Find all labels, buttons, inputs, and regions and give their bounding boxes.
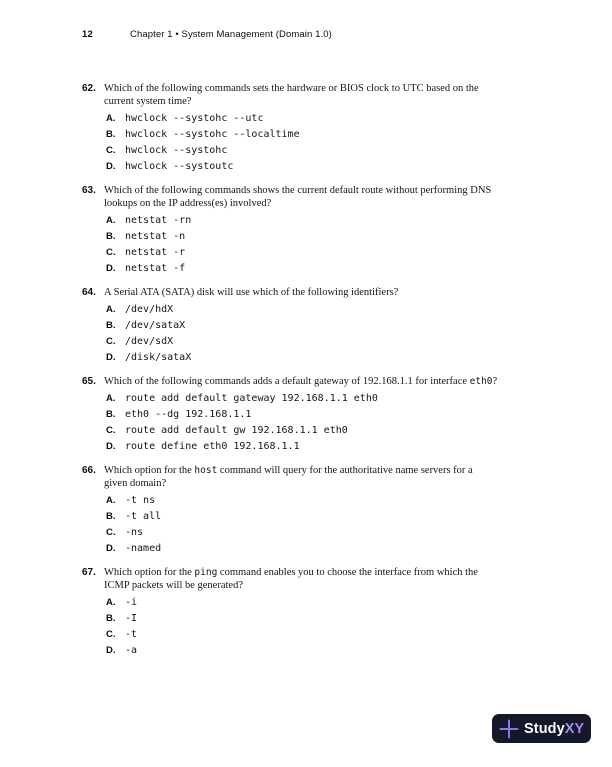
option-row bbox=[106, 627, 548, 643]
question-text-segment: ? bbox=[492, 376, 498, 387]
option-command: hwclock --systoutc bbox=[125, 161, 234, 172]
option-letter: D. bbox=[106, 543, 116, 554]
options-list bbox=[106, 302, 548, 366]
option-command: route add default gw 192.168.1.1 eth0 bbox=[125, 425, 348, 436]
question-number: 67. bbox=[82, 567, 96, 578]
option-letter: C. bbox=[106, 629, 116, 640]
option-row bbox=[106, 643, 548, 659]
option-letter: A. bbox=[106, 495, 116, 506]
option-row bbox=[106, 525, 548, 541]
options-list bbox=[106, 595, 548, 659]
question-text-segment: current system time? bbox=[104, 96, 192, 107]
option-row bbox=[106, 541, 548, 557]
option-letter: B. bbox=[106, 511, 116, 522]
question-text-segment: ICMP packets will be generated? bbox=[104, 580, 243, 591]
option-command: /disk/sataX bbox=[125, 352, 192, 363]
brand-text bbox=[524, 721, 584, 737]
option-row bbox=[106, 261, 548, 277]
options-list bbox=[106, 493, 548, 557]
option-row bbox=[106, 407, 548, 423]
option-command: -ns bbox=[125, 527, 144, 538]
option-row bbox=[106, 595, 548, 611]
option-row bbox=[106, 318, 548, 334]
option-letter: C. bbox=[106, 425, 116, 436]
question-row bbox=[82, 375, 548, 388]
option-row bbox=[106, 509, 548, 525]
brand-study: Study bbox=[524, 720, 565, 737]
option-row bbox=[106, 213, 548, 229]
question-text-segment: given domain? bbox=[104, 478, 167, 489]
option-row bbox=[106, 334, 548, 350]
option-row bbox=[106, 159, 548, 175]
option-command: netstat -rn bbox=[125, 215, 192, 226]
question-text-segment: command enables you to choose the interface from which the bbox=[217, 567, 478, 578]
option-letter: C. bbox=[106, 527, 116, 538]
option-row bbox=[106, 302, 548, 318]
question-text-segment: command will query for the authoritative name servers for a bbox=[217, 465, 473, 476]
option-letter: A. bbox=[106, 215, 116, 226]
option-command: eth0 --dg 192.168.1.1 bbox=[125, 409, 252, 420]
inline-code: host bbox=[194, 465, 218, 476]
option-letter: B. bbox=[106, 231, 116, 242]
option-command: route define eth0 192.168.1.1 bbox=[125, 441, 300, 452]
question-text bbox=[104, 464, 548, 490]
question-text bbox=[104, 566, 548, 592]
question-text-segment: Which of the following commands sets the hardware or BIOS clock to UTC based on the bbox=[104, 83, 479, 94]
option-command: -t bbox=[125, 629, 138, 640]
question-row bbox=[82, 286, 548, 299]
option-letter: D. bbox=[106, 645, 116, 656]
question-list bbox=[82, 82, 548, 668]
question-row bbox=[82, 464, 548, 490]
question-number: 65. bbox=[82, 376, 96, 387]
option-command: -i bbox=[125, 597, 138, 608]
option-row bbox=[106, 143, 548, 159]
option-command: hwclock --systohc --utc bbox=[125, 113, 264, 124]
option-letter: A. bbox=[106, 304, 116, 315]
option-letter: D. bbox=[106, 441, 116, 452]
option-command: netstat -n bbox=[125, 231, 186, 242]
option-row bbox=[106, 229, 548, 245]
inline-code: ping bbox=[194, 567, 218, 578]
option-command: netstat -f bbox=[125, 263, 186, 274]
option-letter: A. bbox=[106, 393, 116, 404]
option-row bbox=[106, 611, 548, 627]
option-command: hwclock --systohc --localtime bbox=[125, 129, 300, 140]
question-number: 64. bbox=[82, 287, 96, 298]
option-letter: D. bbox=[106, 161, 116, 172]
option-row bbox=[106, 111, 548, 127]
question-number: 62. bbox=[82, 83, 96, 94]
question-text bbox=[104, 184, 548, 210]
option-row bbox=[106, 245, 548, 261]
option-letter: C. bbox=[106, 247, 116, 258]
option-command: /dev/hdX bbox=[125, 304, 174, 315]
options-list bbox=[106, 111, 548, 175]
option-row bbox=[106, 493, 548, 509]
question-block bbox=[82, 82, 548, 175]
option-row bbox=[106, 350, 548, 366]
question-text-segment: A Serial ATA (SATA) disk will use which of the following identifiers? bbox=[104, 287, 399, 298]
question-text bbox=[104, 286, 548, 299]
option-command: -t all bbox=[125, 511, 162, 522]
question-row bbox=[82, 184, 548, 210]
question-text bbox=[104, 375, 548, 388]
options-list bbox=[106, 391, 548, 455]
question-block bbox=[82, 375, 548, 455]
question-row bbox=[82, 566, 548, 592]
question-text-segment: Which option for the bbox=[104, 567, 195, 578]
option-letter: A. bbox=[106, 597, 116, 608]
option-command: -a bbox=[125, 645, 138, 656]
option-letter: B. bbox=[106, 129, 116, 140]
option-command: hwclock --systohc bbox=[125, 145, 228, 156]
question-row bbox=[82, 82, 548, 108]
question-block bbox=[82, 184, 548, 277]
studyxy-logo bbox=[492, 714, 591, 743]
option-row bbox=[106, 439, 548, 455]
page-header bbox=[82, 29, 332, 40]
option-row bbox=[106, 423, 548, 439]
page-number: 12 bbox=[82, 29, 93, 40]
question-text-segment: Which of the following commands shows the current default route without performing DNS bbox=[104, 185, 492, 196]
option-row bbox=[106, 127, 548, 143]
question-block bbox=[82, 464, 548, 557]
option-command: -t ns bbox=[125, 495, 156, 506]
option-command: -I bbox=[125, 613, 138, 624]
option-letter: D. bbox=[106, 263, 116, 274]
option-letter: A. bbox=[106, 113, 116, 124]
option-letter: B. bbox=[106, 320, 116, 331]
option-letter: B. bbox=[106, 613, 116, 624]
chapter-title: Chapter 1 • System Management (Domain 1.0) bbox=[130, 29, 332, 40]
option-letter: C. bbox=[106, 336, 116, 347]
question-text-segment: Which option for the bbox=[104, 465, 195, 476]
inline-code: eth0 bbox=[469, 376, 493, 387]
question-text-segment: Which of the following commands adds a default gateway of 192.168.1.1 for interface bbox=[104, 376, 470, 387]
option-command: -named bbox=[125, 543, 162, 554]
option-command: route add default gateway 192.168.1.1 eth0 bbox=[125, 393, 378, 404]
question-text bbox=[104, 82, 548, 108]
option-letter: B. bbox=[106, 409, 116, 420]
option-letter: C. bbox=[106, 145, 116, 156]
options-list bbox=[106, 213, 548, 277]
question-number: 63. bbox=[82, 185, 96, 196]
question-block bbox=[82, 286, 548, 366]
option-command: netstat -r bbox=[125, 247, 186, 258]
option-command: /dev/sataX bbox=[125, 320, 186, 331]
option-row bbox=[106, 391, 548, 407]
question-block bbox=[82, 566, 548, 659]
question-text-segment: lookups on the IP address(es) involved? bbox=[104, 198, 272, 209]
brand-xy: XY bbox=[564, 720, 585, 737]
option-letter: D. bbox=[106, 352, 116, 363]
question-number: 66. bbox=[82, 465, 96, 476]
option-command: /dev/sdX bbox=[125, 336, 174, 347]
plus-icon bbox=[499, 719, 519, 739]
